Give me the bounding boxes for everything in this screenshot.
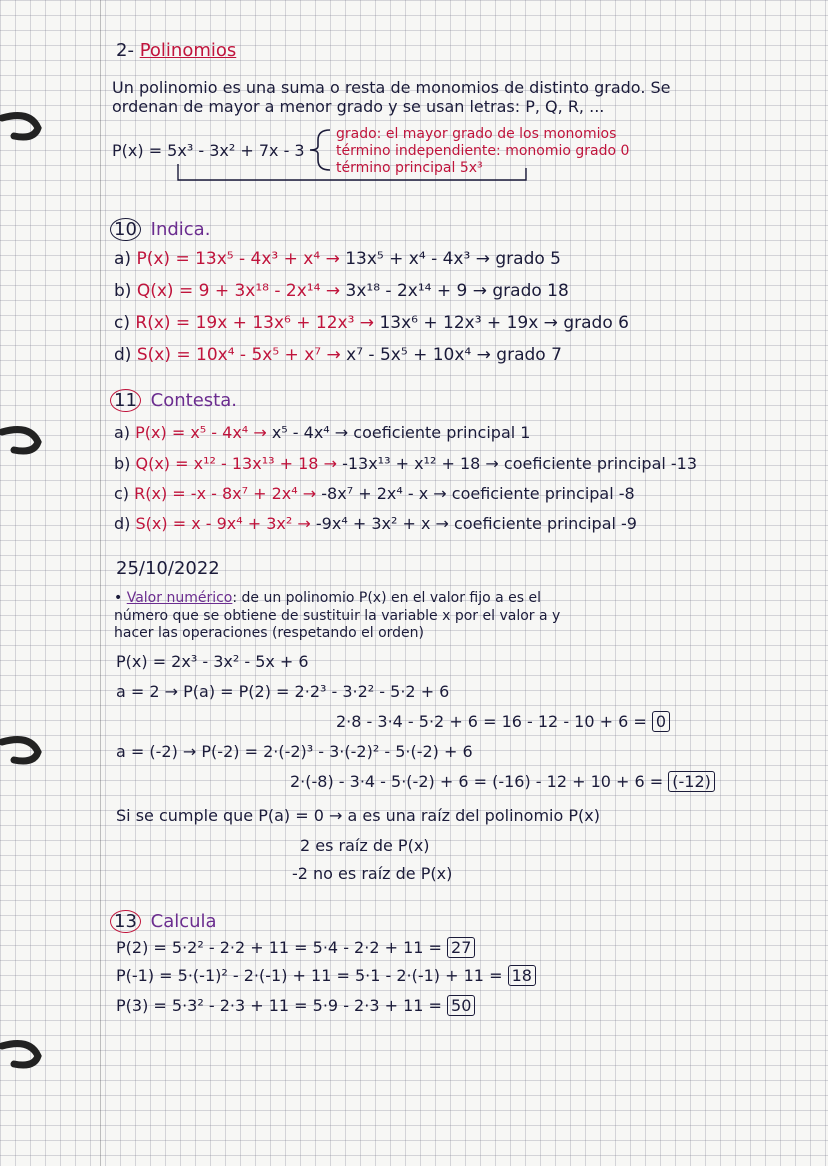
valor-term: Valor numérico [126,590,233,606]
ex10-row-c: c) R(x) = 19x + 13x⁶ + 12x³ → 13x⁶ + 12x³ + 19x → grado 6 [114,313,629,333]
ex11-number: 11 [110,389,141,412]
row-given: R(x) = -x - 8x⁷ + 2x⁴ [134,484,298,503]
ex11-row-c: c) R(x) = -x - 8x⁷ + 2x⁴ → -8x⁷ + 2x⁴ - x → coeficiente principal -8 [114,484,635,503]
row-label: c) [114,484,130,503]
valor-rule: Si se cumple que P(a) = 0 → a es una raíz del polinomio P(x) [116,806,600,825]
calc-text: 2·8 - 3·4 - 5·2 + 6 = 16 - 12 - 10 + 6 = [336,712,647,731]
section-title: Polinomios [139,40,237,61]
underbrace-icon [176,162,536,188]
valor-poly: P(x) = 2x³ - 3x² - 5x + 6 [116,652,309,671]
result-box: 27 [447,937,475,958]
valor-def1: : de un polinomio P(x) en el valor fijo a es el [232,590,542,606]
row-ordered: 13x⁵ + x⁴ - 4x³ [345,249,471,269]
row-label: d) [114,345,132,365]
row-ordered: -13x¹³ + x¹² + 18 [342,454,481,473]
row-given: S(x) = x - 9x⁴ + 3x² [135,514,293,533]
valor-def-2: número que se obtiene de sustituir la variable x por el valor a y [114,608,561,624]
ex13-number: 13 [110,910,141,933]
valor-calc-2a: a = (-2) → P(-2) = 2·(-2)³ - 3·(-2)² - 5·(-2) + 6 [116,742,473,761]
ex11-row-b: b) Q(x) = x¹² - 13x¹³ + 18 → -13x¹³ + x¹² + 18 → coeficiente principal -13 [114,454,698,473]
row-ordered: 13x⁶ + 12x³ + 19x [379,313,539,333]
ex13-heading [110,910,217,933]
row-ordered: -8x⁷ + 2x⁴ - x [321,484,429,503]
ex10-row-b: b) Q(x) = 9 + 3x¹⁸ - 2x¹⁴ → 3x¹⁸ - 2x¹⁴ + 9 → grado 18 [114,281,569,301]
row-label: b) [114,281,132,301]
row-given: Q(x) = 9 + 3x¹⁸ - 2x¹⁴ [136,281,321,301]
ex10-row-a: a) P(x) = 13x⁵ - 4x³ + x⁴ → 13x⁵ + x⁴ - 4x³ → grado 5 [114,249,561,269]
row-ordered: x⁵ - 4x⁴ [271,423,330,442]
note-independiente: término independiente: monomio grado 0 [336,143,630,159]
row-result: coeficiente principal -8 [451,484,635,503]
ex10-heading [110,218,210,241]
valor-def-1: • Valor numérico: de un polinomio P(x) en el valor fijo a es el [114,590,542,606]
ex13-row-1 [116,938,475,957]
row-result: coeficiente principal 1 [353,423,531,442]
row-given: P(x) = 13x⁵ - 4x³ + x⁴ [136,249,321,269]
section-heading [116,40,236,61]
ex10-title: Indica. [150,219,211,240]
calc-text: P(-1) = 5·(-1)² - 2·(-1) + 11 = 5·1 - 2·(-1) + 11 = [116,966,503,985]
row-label: c) [114,313,130,333]
margin-line [100,0,101,1166]
row-result: grado 18 [492,281,569,301]
row-result: coeficiente principal -13 [503,454,698,473]
row-label: a) [114,423,131,442]
intro-line-2: ordenan de mayor a menor grado y se usan letras: P, Q, R, ... [112,97,605,116]
row-label: b) [114,454,131,473]
row-given: R(x) = 19x + 13x⁶ + 12x³ [135,313,355,333]
valor-calc-2b [290,772,715,791]
section-number: 2- [116,40,134,61]
row-ordered: -9x⁴ + 3x² + x [315,514,431,533]
note-principal: término principal 5x³ [336,160,483,176]
row-given: S(x) = 10x⁴ - 5x⁵ + x⁷ [136,345,322,365]
example-polynomial: P(x) = 5x³ - 3x² + 7x - 3 [112,141,305,160]
valor-root-1: 2 es raíz de P(x) [300,836,430,855]
row-given: P(x) = x⁵ - 4x⁴ [135,423,249,442]
calc-text: P(3) = 5·3² - 2·3 + 11 = 5·9 - 2·3 + 11 = [116,996,442,1015]
calc-text: 2·(-8) - 3·4 - 5·(-2) + 6 = (-16) - 12 + 10 + 6 = [290,772,664,791]
note-grado: grado: el mayor grado de los monomios [336,126,617,142]
row-result: grado 6 [563,313,629,333]
row-ordered: 3x¹⁸ - 2x¹⁴ + 9 [345,281,468,301]
ex10-number: 10 [110,218,141,241]
row-label: d) [114,514,131,533]
ex13-row-2 [116,966,536,985]
intro-line-1: Un polinomio es una suma o resta de monomios de distinto grado. Se [112,78,671,97]
result-box: 18 [508,965,536,986]
ex13-row-3 [116,996,475,1015]
row-given: Q(x) = x¹² - 13x¹³ + 18 [135,454,319,473]
row-ordered: x⁷ - 5x⁵ + 10x⁴ [346,345,472,365]
date: 25/10/2022 [116,558,220,579]
result-box: (-12) [668,771,715,792]
valor-calc-1a: a = 2 → P(a) = P(2) = 2·2³ - 3·2² - 5·2 + 6 [116,682,450,701]
row-result: coeficiente principal -9 [454,514,637,533]
ex11-heading [110,389,237,412]
binder-rings [0,0,60,1166]
row-result: grado 7 [496,345,562,365]
ex11-row-a: a) P(x) = x⁵ - 4x⁴ → x⁵ - 4x⁴ → coeficiente principal 1 [114,423,531,442]
row-result: grado 5 [495,249,561,269]
row-label: a) [114,249,132,269]
valor-def-3: hacer las operaciones (respetando el orden) [114,625,424,641]
ex11-title: Contesta. [150,390,237,411]
valor-calc-1b [336,712,670,731]
ex10-row-d: d) S(x) = 10x⁴ - 5x⁵ + x⁷ → x⁷ - 5x⁵ + 10x⁴ → grado 7 [114,345,562,365]
calc-text: P(2) = 5·2² - 2·2 + 11 = 5·4 - 2·2 + 11 = [116,938,442,957]
result-box: 0 [652,711,670,732]
ex11-row-d: d) S(x) = x - 9x⁴ + 3x² → -9x⁴ + 3x² + x → coeficiente principal -9 [114,514,637,533]
valor-root-2: -2 no es raíz de P(x) [292,864,453,883]
result-box: 50 [447,995,475,1016]
ex13-title: Calcula [150,911,217,932]
